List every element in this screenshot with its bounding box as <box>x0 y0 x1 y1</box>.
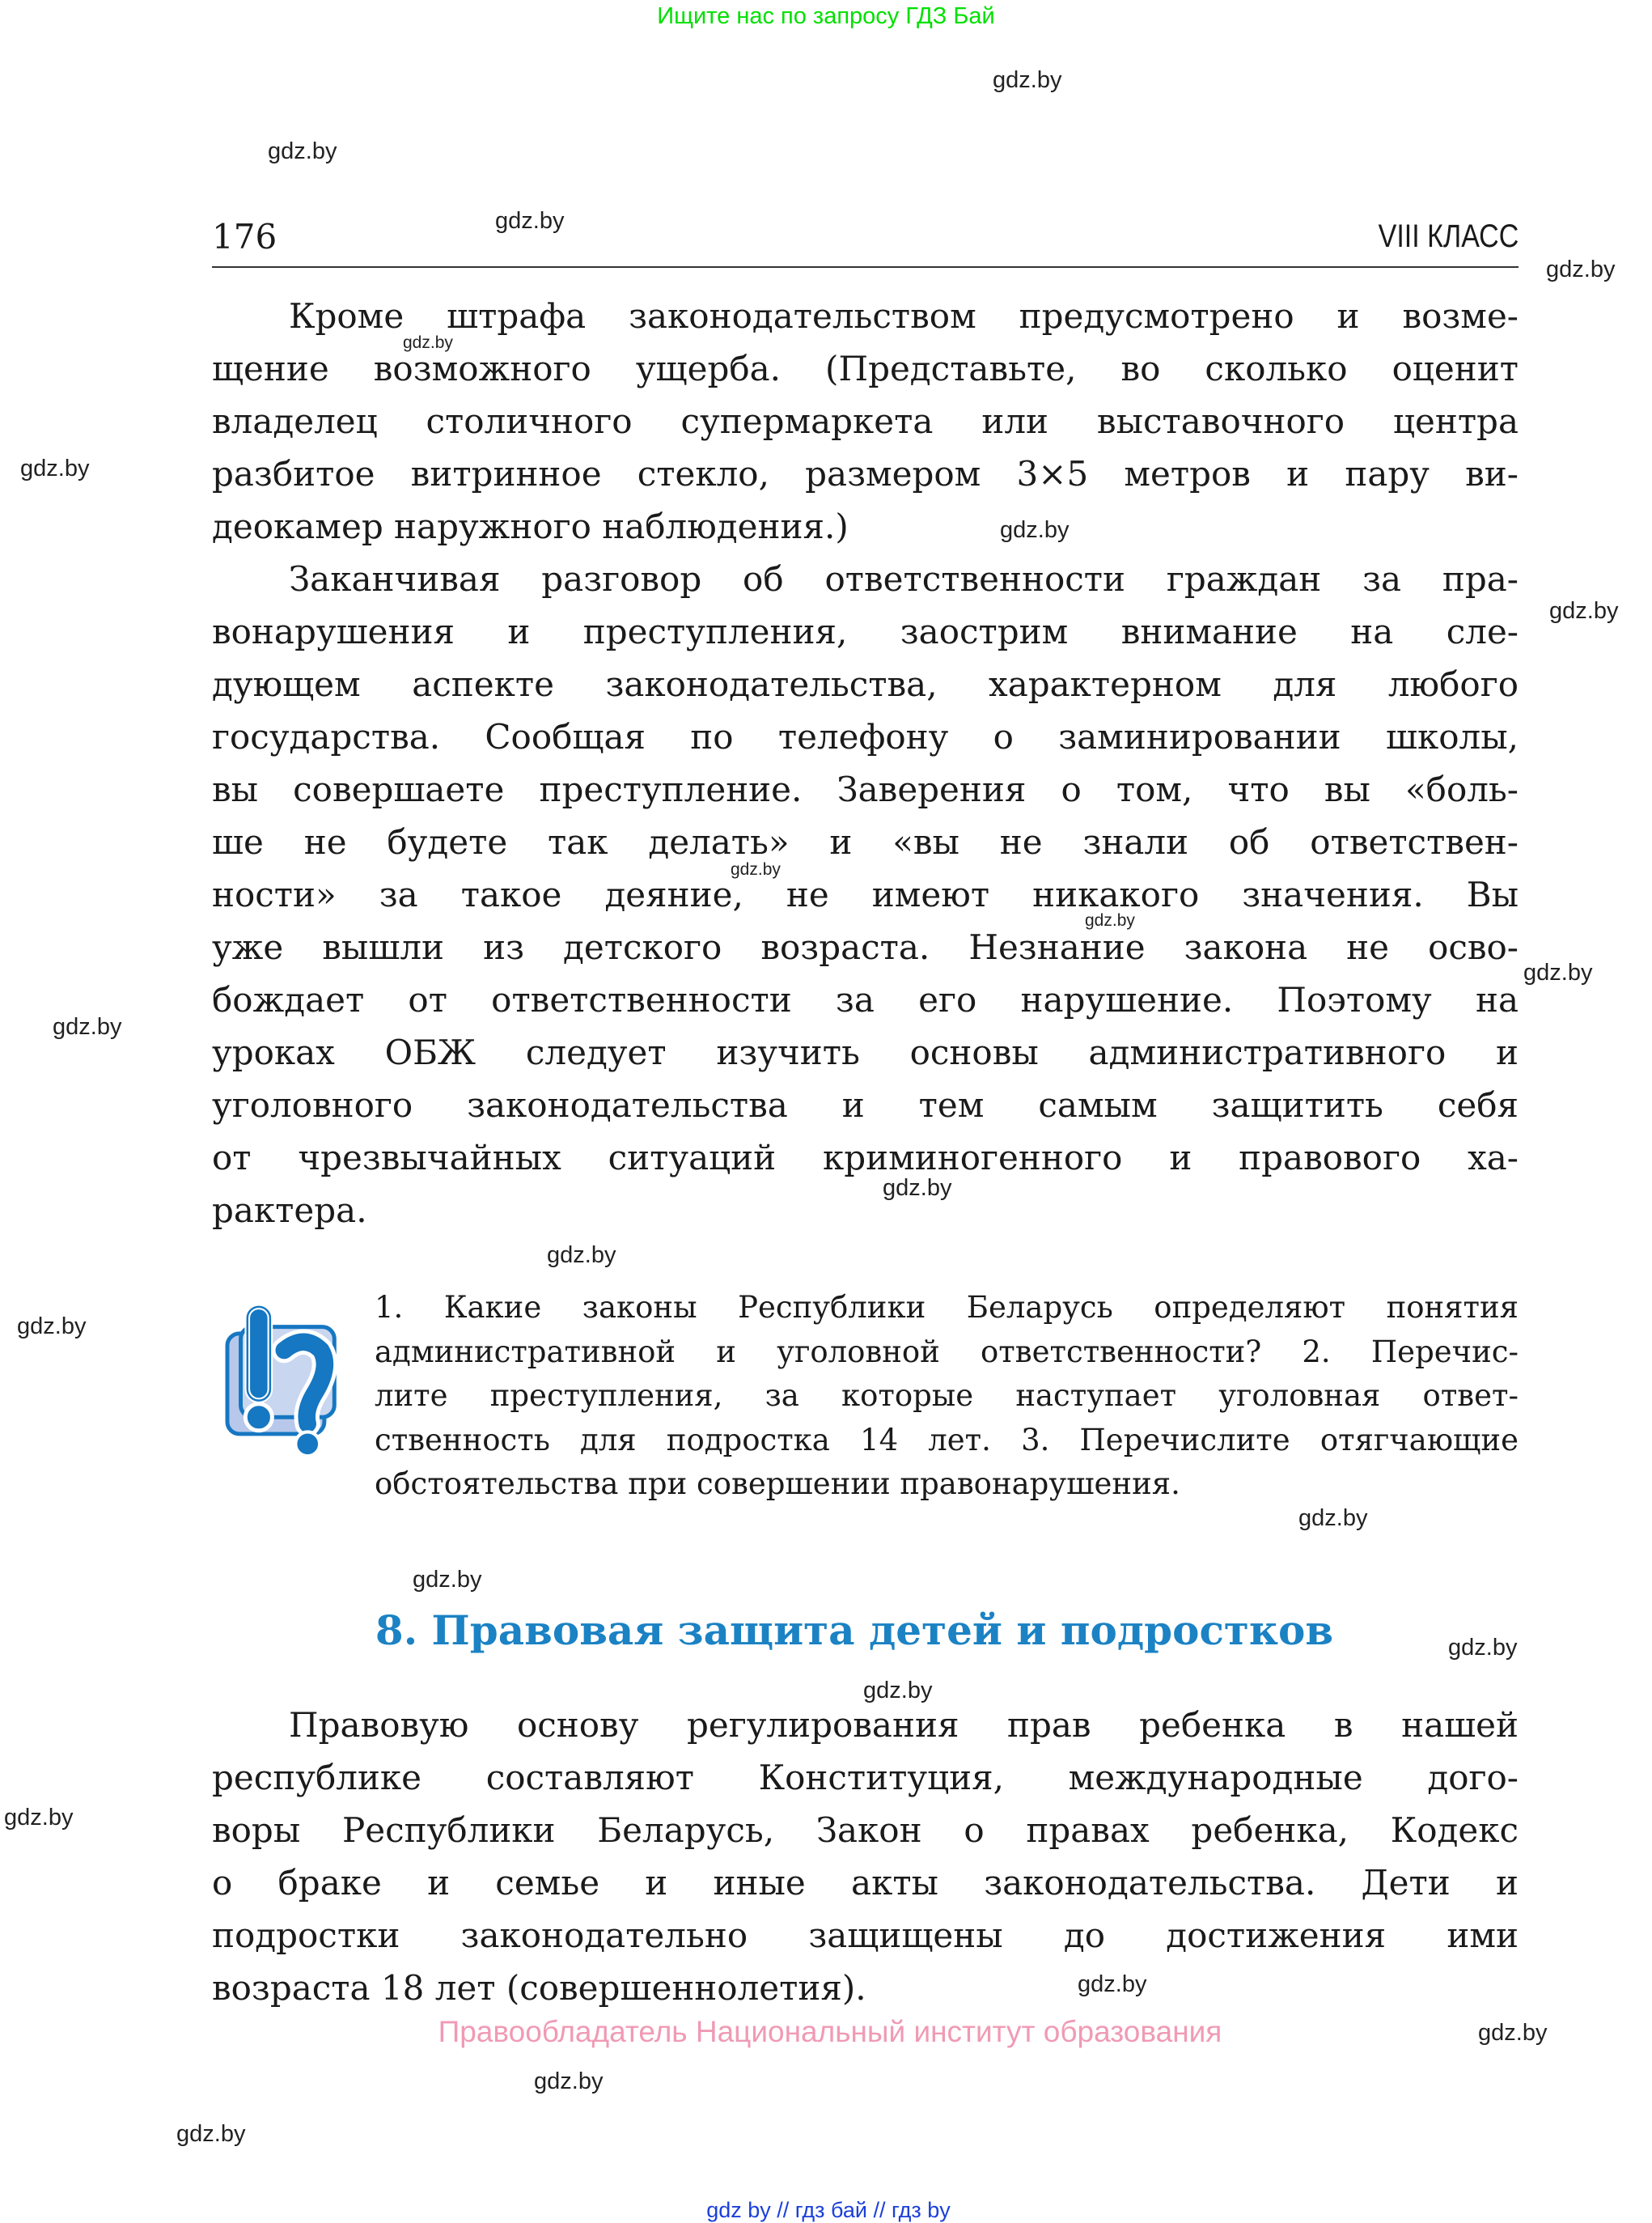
watermark: gdz.by <box>268 138 337 164</box>
watermark: gdz.by <box>547 1242 616 1268</box>
text-line: уроках ОБЖ следует изучить основы административного и <box>212 1033 1519 1072</box>
watermark: gdz.by <box>1078 1971 1147 1997</box>
top-banner[interactable]: Ищите нас по запросу ГДЗ Бай <box>657 3 995 29</box>
text-line: лите преступления, за которые наступает уголовная ответ- <box>375 1378 1519 1414</box>
watermark: gdz.by <box>883 1175 952 1201</box>
text-line: ственность для подростка 14 лет. 3. Перечислите отягчающие <box>375 1422 1519 1457</box>
watermark: gdz.by <box>534 2068 604 2094</box>
watermark: gdz.by <box>1478 2020 1548 2046</box>
text-line: щение возможного ущерба. (Представьте, во сколько оценит <box>212 349 1519 388</box>
watermark: gdz.by <box>403 333 453 352</box>
text-line: уже вышли из детского возраста. Незнание закона не осво- <box>212 927 1519 967</box>
watermark: gdz.by <box>863 1678 933 1703</box>
review-questions <box>375 1286 1519 1507</box>
text-line: Заканчивая разговор об ответственности граждан за пра- <box>289 559 1519 599</box>
exclamation-question-icon <box>209 1287 346 1461</box>
watermark: gdz.by <box>1085 911 1135 930</box>
text-line: вы совершаете преступление. Заверения о том, что вы «боль- <box>212 770 1519 809</box>
paragraph-1 <box>212 290 1519 553</box>
text-line: разбитое витринное стекло, размером 3×5 метров и пару ви- <box>212 454 1519 494</box>
text-line: о браке и семье и иные акты законодательства. Дети и <box>212 1863 1519 1903</box>
paragraph-3 <box>212 1699 1519 2014</box>
watermark: gdz.by <box>53 1014 122 1040</box>
footer-links[interactable]: gdz by // гдз бай // гдз by <box>706 2198 951 2222</box>
text-line: воры Республики Беларусь, Закон о правах ребенка, Кодекс <box>212 1810 1519 1850</box>
watermark: gdz.by <box>17 1313 87 1339</box>
watermark: gdz.by <box>1448 1635 1518 1661</box>
text-line: республике составляют Конституция, международные дого- <box>212 1758 1519 1797</box>
watermark: gdz.by <box>413 1567 482 1593</box>
text-line: дующем аспекте законодательства, характерном для любого <box>212 664 1519 704</box>
text-line: 1. Какие законы Республики Беларусь определяют понятия <box>375 1290 1519 1325</box>
text-line: Правовую основу регулирования прав ребенка в нашей <box>289 1705 1519 1745</box>
text-line: от чрезвычайных ситуаций криминогенного и правового ха- <box>212 1138 1519 1177</box>
watermark: gdz.by <box>993 67 1062 93</box>
section-heading: 8. Правовая защита детей и подростков <box>375 1606 1334 1654</box>
text-line: ности» за такое деяние, не имеют никакого значения. Вы <box>212 875 1519 914</box>
page-number: 176 <box>212 217 277 257</box>
watermark: gdz.by <box>731 860 781 879</box>
watermark: gdz.by <box>1000 517 1070 543</box>
paragraph-2 <box>212 553 1519 1237</box>
text-line: обстоятельства при совершении правонарушения. <box>375 1466 1180 1502</box>
copyright-owner: Правообладатель Национальный институт образования <box>438 2015 1222 2048</box>
grade-label: VIII КЛАСС <box>1378 218 1519 254</box>
watermark: gdz.by <box>4 1805 74 1831</box>
watermark: gdz.by <box>1298 1505 1368 1531</box>
text-line: уголовного законодательства и тем самым защитить себя <box>212 1085 1519 1125</box>
text-line: бождает от ответственности за его нарушение. Поэтому на <box>212 980 1519 1020</box>
watermark: gdz.by <box>1549 598 1619 624</box>
watermark: gdz.by <box>20 456 90 482</box>
text-line: владелец столичного супермаркета или выставочного центра <box>212 401 1519 441</box>
watermark: gdz.by <box>1546 257 1616 282</box>
text-line: ше не будете так делать» и «вы не знали об ответствен- <box>212 822 1519 862</box>
text-line: Кроме штрафа законодательством предусмотрено и возме- <box>289 296 1519 336</box>
text-line: подростки законодательно защищены до достижения ими <box>212 1915 1519 1955</box>
watermark: gdz.by <box>1523 960 1593 986</box>
watermark: gdz.by <box>495 208 565 234</box>
text-line: государства. Сообщая по телефону о заминировании школы, <box>212 717 1519 757</box>
watermark: gdz.by <box>176 2121 246 2147</box>
text-line: деокамер наружного наблюдения.) <box>212 507 849 546</box>
header-rule <box>212 266 1519 268</box>
text-line: административной и уголовной ответственности? 2. Перечис- <box>375 1334 1519 1369</box>
text-line: рактера. <box>212 1190 367 1230</box>
text-line: вонарушения и преступления, заострим внимание на сле- <box>212 612 1519 651</box>
text-line: возраста 18 лет (совершеннолетия). <box>212 1968 866 2008</box>
